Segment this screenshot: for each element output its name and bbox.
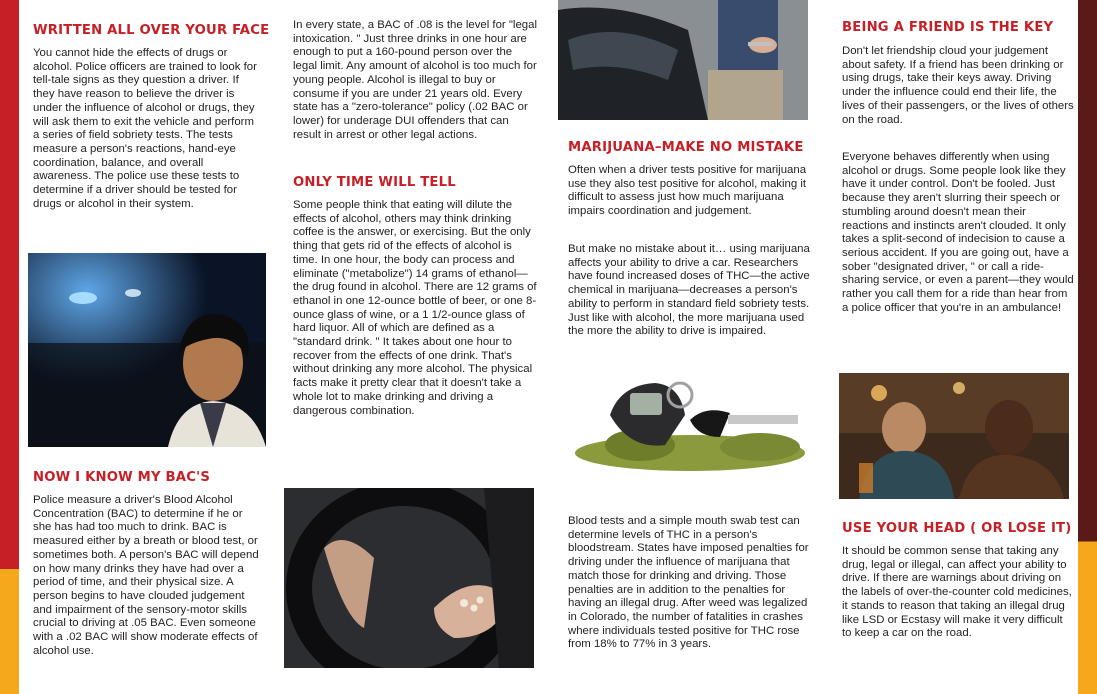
photo-driver-police-lights <box>28 253 266 447</box>
paragraph-time: Some people think that eating will dilute the effects of alcohol, others may think drinking coffee is the answer, or exercising. But the only thing that gets rid of the effects of alcohol is time. In one hour, the body can process and eliminate ("metabolize") 14 grams of ethanol—the drug found in alcohol. There are 12 grams of ethanol in one 12-ounce bottle of beer, or one 8-ounce glass of wine, or a 1 1/2-ounce glass of hard liquor. All of which are defined as a "standard drink. " It takes about one hour to recover from the effects of one drink. That's without drinking any more alcohol. The physical facts make it pretty clear that it doesn't take a whole lot to make drinking and driving a dangerous combination. <box>293 199 537 417</box>
heading-written-all-over-your-face: WRITTEN ALL OVER YOUR FACE <box>33 23 270 38</box>
heading-only-time-will-tell: ONLY TIME WILL TELL <box>293 175 456 190</box>
paragraph-friend-1: Don't let friendship cloud your judgement about safety. If a friend has been drinking or using drugs, take their keys away. Driving under the influence could end their life, the lives of their passengers, or the lives of others on the road. <box>842 45 1074 126</box>
photo-car-key-marijuana <box>570 375 816 473</box>
paragraph-face: You cannot hide the effects of drugs or alcohol. Police officers are trained to look for tell-tale signs as they question a driver. If they have reason to believe the driver is under the influence of alcohol or drugs, they will ask them to exit the vehicle and perform a series of field sobriety tests. The tests measure a person's reactions, hand-eye coordination, balance, and overall awareness. The police use these tests to determine if a driver should be tested for drugs or alcohol in their system. <box>33 47 257 210</box>
left-edge-bar <box>0 0 19 694</box>
photo-friend-taking-keys <box>839 373 1069 499</box>
paragraph-bac: Police measure a driver's Blood Alcohol Concentration (BAC) to determine if he or she has had too much to drink. BAC is measured either by a breath or blood test, or sometimes both. A person's BAC will depend on how many drinks they have had over a period of time, and their physical size. A person begins to have clouded judgement and impairment of the sensory-motor skills crucial to driving at .05 BAC. Even someone with a .02 BAC will show moderate effects of alcohol use. <box>33 494 259 657</box>
paragraph-friend-2: Everyone behaves differently when using alcohol or drugs. Some people look like they have it under control. Don't be fooled. Just because they aren't slurring their speech or stumbling around doesn't mean their reactions and instincts aren't clouded. It only takes a split-second of indecision to cause a serious accident. If you are going out, have a sober "designated driver, " or call a ride-sharing service, or even a parent—they would rather you call them for a ride than hear from a police officer that you're in an ambulance! <box>842 151 1074 314</box>
paragraph-marijuana-1: Often when a driver tests positive for marijuana use they also test positive for alcohol, making it difficult to assess just how much marijuana impairs coordination and judgement. <box>568 164 807 218</box>
heading-being-a-friend-is-the-key: BEING A FRIEND IS THE KEY <box>842 20 1054 35</box>
heading-marijuana-make-no-mistake: MARIJUANA–MAKE NO MISTAKE <box>568 140 804 155</box>
paragraph-marijuana-3: Blood tests and a simple mouth swab test can determine levels of THC in a person's bloodstream. States have imposed penalties for driving under the influence of marijuana that match those for drinking and driving. Those penalties are in addition to the penalties for having an illegal drug. After weed was legalized in Colorado, the number of fatalities in crashes where individuals tested positive for THC rose from 18% to 77% in 3 years. <box>568 515 809 651</box>
paragraph-marijuana-2: But make no mistake about it… using marijuana affects your ability to drive a car. Researchers have found increased doses of THC—the active chemical in marijuana—decreases a person's ability to perform in standard field sobriety tests. Just like with alcohol, the more marijuana used the more the ability to drive is impaired. <box>568 243 810 338</box>
heading-use-your-head: USE YOUR HEAD ( OR LOSE IT) <box>842 521 1072 536</box>
photo-crash-arrest <box>558 0 808 120</box>
paragraph-use-your-head: It should be common sense that taking any drug, legal or illegal, can affect your ability to drive. If there are warnings about driving on the labels of over-the-counter cold medicines, it stands to reason that taking an illegal drug like LSD or Ecstasy will make it very difficult to keep a car on the road. <box>842 545 1072 640</box>
heading-now-i-know-my-bacs: NOW I KNOW MY BAC'S <box>33 470 211 485</box>
photo-pills-steering-wheel <box>284 488 534 668</box>
paragraph-legal-intoxication: In every state, a BAC of .08 is the level for "legal intoxication. " Just three drinks in one hour are enough to put a 160-pound person over the legal limit. Any amount of alcohol is too much for young people. Alcohol is illegal to buy or consume if you are under 21 years old. Every state has a "zero-tolerance" policy (.02 BAC or lower) for underage DUI offenders that can result in arrest or other legal actions. <box>293 19 538 141</box>
right-edge-bar <box>1078 0 1097 694</box>
